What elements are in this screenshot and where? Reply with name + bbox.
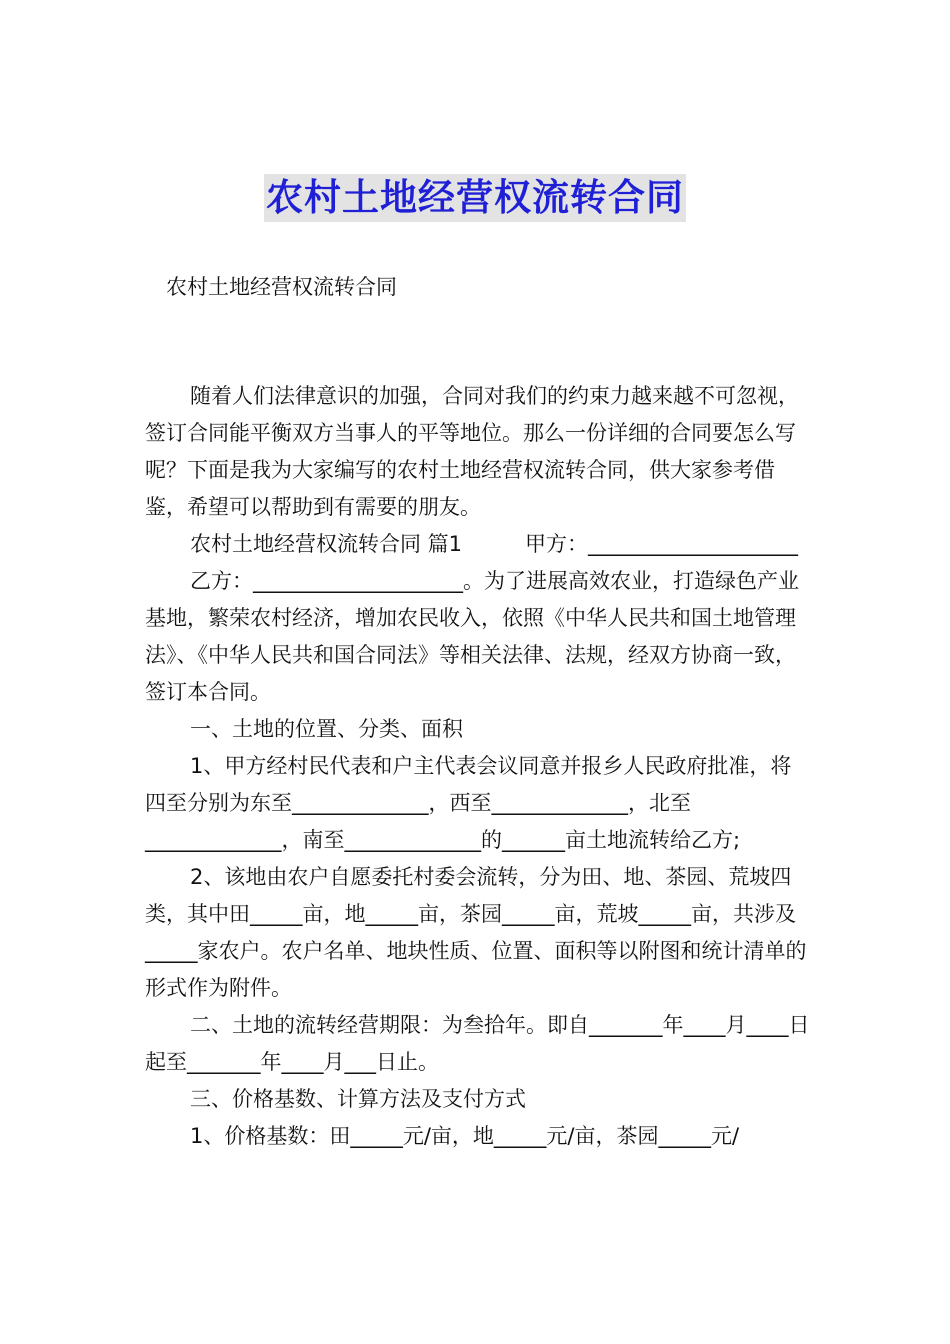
clause-1-1: 1、甲方经村民代表和户主代表会议同意并报乡人民政府批准，将四至分别为东至_____________，西至_____________，北至_____________，南至_____________的______亩土地流转给乙方; bbox=[145, 754, 792, 852]
document-subtitle: 农村土地经营权流转合同 bbox=[166, 275, 397, 299]
clause-1-2: 2、该地由农户自愿委托村委会流转，分为田、地、茶园、荒坡四类，其中田_____亩，地_____亩，茶园_____亩，荒坡_____亩，共涉及_____家农户。农户名单、地块性质、位置、面积等以附图和统计清单的形式作为附件。 bbox=[145, 865, 807, 1000]
section-one-heading: 一、土地的位置、分类、面积 bbox=[190, 717, 463, 741]
intro-paragraph: 随着人们法律意识的加强，合同对我们的约束力越来越不可忽视，签订合同能平衡双方当事人的平等地位。那么一份详细的合同要怎么写呢？下面是我为大家编写的农村土地经营权流转合同，供大家参考借鉴，希望可以帮助到有需要的朋友。 bbox=[145, 384, 799, 519]
document-body bbox=[145, 378, 810, 1155]
section-three-heading: 三、价格基数、计算方法及支付方式 bbox=[190, 1087, 526, 1111]
party-b-paragraph: 乙方：____________________。为了进展高效农业，打造绿色产业基地，繁荣农村经济，增加农民收入，依照《中华人民共和国土地管理法》、《中华人民共和国合同法》等相关法律、法规，经双方协商一致，签订本合同。 bbox=[145, 569, 799, 704]
document-title bbox=[0, 174, 950, 222]
contract-header-paragraph: 农村土地经营权流转合同 篇1 甲方：____________________ bbox=[190, 532, 799, 556]
section-two-paragraph: 二、土地的流转经营期限：为叁拾年。即自_______年____月____日起至_______年____月___日止。 bbox=[145, 1013, 810, 1074]
document-title-text: 农村土地经营权流转合同 bbox=[264, 174, 686, 222]
clause-3-1: 1、价格基数：田_____元/亩，地_____元/亩，茶园_____元/ bbox=[190, 1124, 740, 1148]
